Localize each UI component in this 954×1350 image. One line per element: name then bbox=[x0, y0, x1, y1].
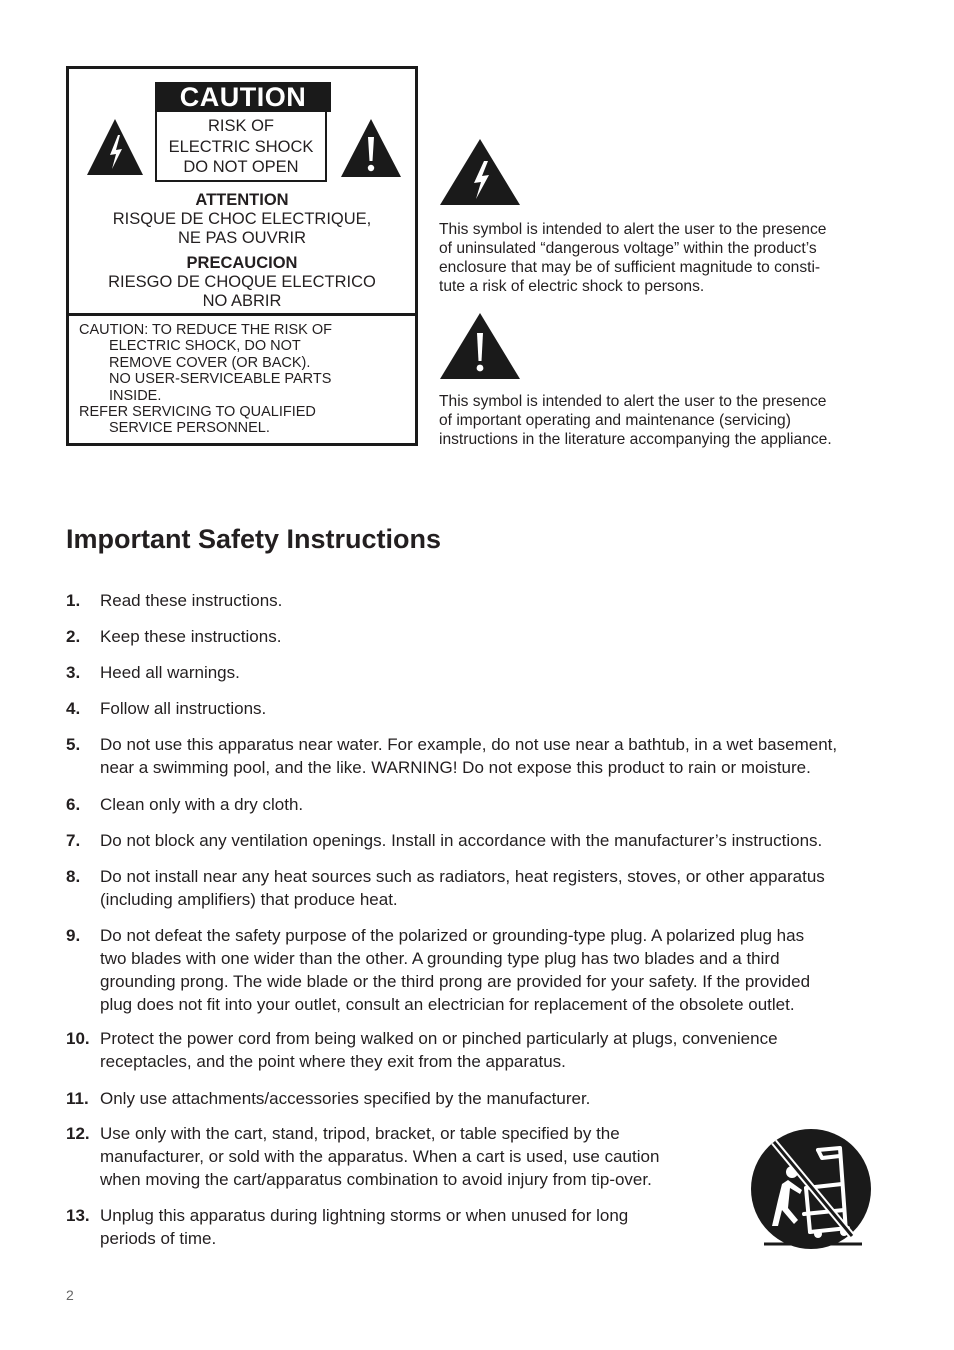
description-line: of uninsulated “dangerous voltage” within the product’s bbox=[439, 240, 817, 257]
lightning-triangle-icon bbox=[438, 137, 522, 207]
description-line: of important operating and maintenance (servicing) bbox=[439, 412, 791, 429]
description-line: instructions in the literature accompanying the appliance. bbox=[439, 431, 832, 448]
item-text: Do not defeat the safety purpose of the polarized or grounding-type plug. A polarized plug has bbox=[100, 926, 805, 945]
caution-label bbox=[66, 66, 418, 446]
item-text: Do not use this apparatus near water. For example, do not use near a bathtub, in a wet basement, bbox=[100, 735, 838, 754]
french-title: ATTENTION bbox=[195, 191, 289, 209]
item-text: Follow all instructions. bbox=[100, 699, 267, 718]
notice-line: SERVICE PERSONNEL. bbox=[109, 420, 270, 437]
item-number: 5. bbox=[66, 735, 81, 754]
description-line: This symbol is intended to alert the user to the presence bbox=[439, 221, 827, 238]
description-line: enclosure that may be of sufficient magnitude to consti- bbox=[439, 259, 821, 276]
item-number: 7. bbox=[66, 831, 81, 850]
item-text: when moving the cart/apparatus combination to avoid injury from tip-over. bbox=[100, 1170, 652, 1189]
item-text: Clean only with a dry cloth. bbox=[100, 795, 304, 814]
notice-line: CAUTION: TO REDUCE THE RISK OF bbox=[79, 322, 332, 338]
notice-line: REFER SERVICING TO QUALIFIED bbox=[79, 404, 316, 421]
item-number: 4. bbox=[66, 699, 81, 718]
item-text: Only use attachments/accessories specified by the manufacturer. bbox=[100, 1089, 591, 1108]
risk-of-shock-box bbox=[155, 112, 327, 182]
item-text: near a swimming pool, and the like. WARNING! Do not expose this product to rain or moisture. bbox=[100, 758, 811, 777]
spanish-title: PRECAUCION bbox=[186, 254, 298, 272]
item-number: 12. bbox=[66, 1124, 90, 1143]
item-number: 6. bbox=[66, 795, 81, 814]
item-text: Do not block any ventilation openings. Install in accordance with the manufacturer’s instructions. bbox=[100, 831, 823, 850]
item-text: Protect the power cord from being walked on or pinched particularly at plugs, convenience bbox=[100, 1029, 778, 1048]
item-number: 2. bbox=[66, 627, 81, 646]
spanish-line: RIESGO DE CHOQUE ELECTRICO bbox=[108, 273, 376, 291]
spanish-line: NO ABRIR bbox=[202, 292, 282, 310]
page-title: Important Safety Instructions bbox=[66, 524, 442, 554]
cart-tipover-warning-icon bbox=[748, 1128, 878, 1252]
page-number: 2 bbox=[66, 1287, 74, 1303]
notice-line: ELECTRIC SHOCK, DO NOT bbox=[109, 338, 301, 355]
caution-divider bbox=[69, 313, 415, 316]
exclamation-symbol-description bbox=[439, 392, 879, 449]
description-line: tute a risk of electric shock to persons. bbox=[439, 278, 705, 295]
notice-line: INSIDE. bbox=[109, 387, 162, 404]
item-text: Do not install near any heat sources such as radiators, heat registers, stoves, or other apparatus bbox=[100, 867, 825, 886]
item-text: (including amplifiers) that produce heat. bbox=[100, 890, 398, 909]
french-line: NE PAS OUVRIR bbox=[177, 229, 307, 247]
description-line: This symbol is intended to alert the user to the presence bbox=[439, 393, 827, 410]
caution-label-top bbox=[69, 69, 415, 313]
item-number: 8. bbox=[66, 867, 81, 886]
item-number: 10. bbox=[66, 1029, 90, 1048]
item-text: plug does not fit into your outlet, consult an electrician for replacement of the obsolete outlet. bbox=[100, 995, 795, 1014]
item-text: two blades with one wider than the other. A grounding type plug has two blades and a third bbox=[100, 949, 780, 968]
caution-heading: CAUTION bbox=[155, 82, 331, 112]
item-text: receptacles, and the point where they exit from the apparatus. bbox=[100, 1052, 566, 1071]
item-text: Read these instructions. bbox=[100, 591, 283, 610]
item-text: Heed all warnings. bbox=[100, 663, 240, 682]
spanish-warning bbox=[69, 254, 415, 311]
notice-line: NO USER-SERVICEABLE PARTS bbox=[109, 371, 332, 388]
french-warning bbox=[69, 191, 415, 248]
notice-line: REMOVE COVER (OR BACK). bbox=[109, 354, 311, 371]
risk-line: RISK OF bbox=[207, 117, 274, 135]
item-number: 13. bbox=[66, 1206, 90, 1225]
lightning-triangle-icon bbox=[85, 117, 145, 177]
item-text: grounding prong. The wide blade or the third prong are provided for your safety. If the provided bbox=[100, 972, 811, 991]
risk-line: ELECTRIC SHOCK bbox=[168, 137, 314, 156]
item-text: Keep these instructions. bbox=[100, 627, 282, 646]
item-number: 9. bbox=[66, 926, 81, 945]
exclamation-triangle-icon bbox=[339, 117, 403, 179]
item-text: Use only with the cart, stand, tripod, bracket, or table specified by the bbox=[100, 1124, 620, 1143]
item-number: 1. bbox=[66, 591, 81, 610]
item-text: Unplug this apparatus during lightning storms or when unused for long bbox=[100, 1206, 629, 1225]
item-number: 3. bbox=[66, 663, 81, 682]
item-number: 11. bbox=[66, 1089, 89, 1108]
risk-line: DO NOT OPEN bbox=[183, 158, 299, 176]
item-text: manufacturer, or sold with the apparatus. When a cart is used, use caution bbox=[100, 1147, 660, 1166]
exclamation-triangle-icon bbox=[438, 311, 522, 381]
caution-notice bbox=[79, 322, 409, 437]
french-line: RISQUE DE CHOC ELECTRIQUE, bbox=[112, 210, 372, 228]
lightning-symbol-description bbox=[439, 220, 879, 296]
item-text: periods of time. bbox=[100, 1229, 217, 1248]
